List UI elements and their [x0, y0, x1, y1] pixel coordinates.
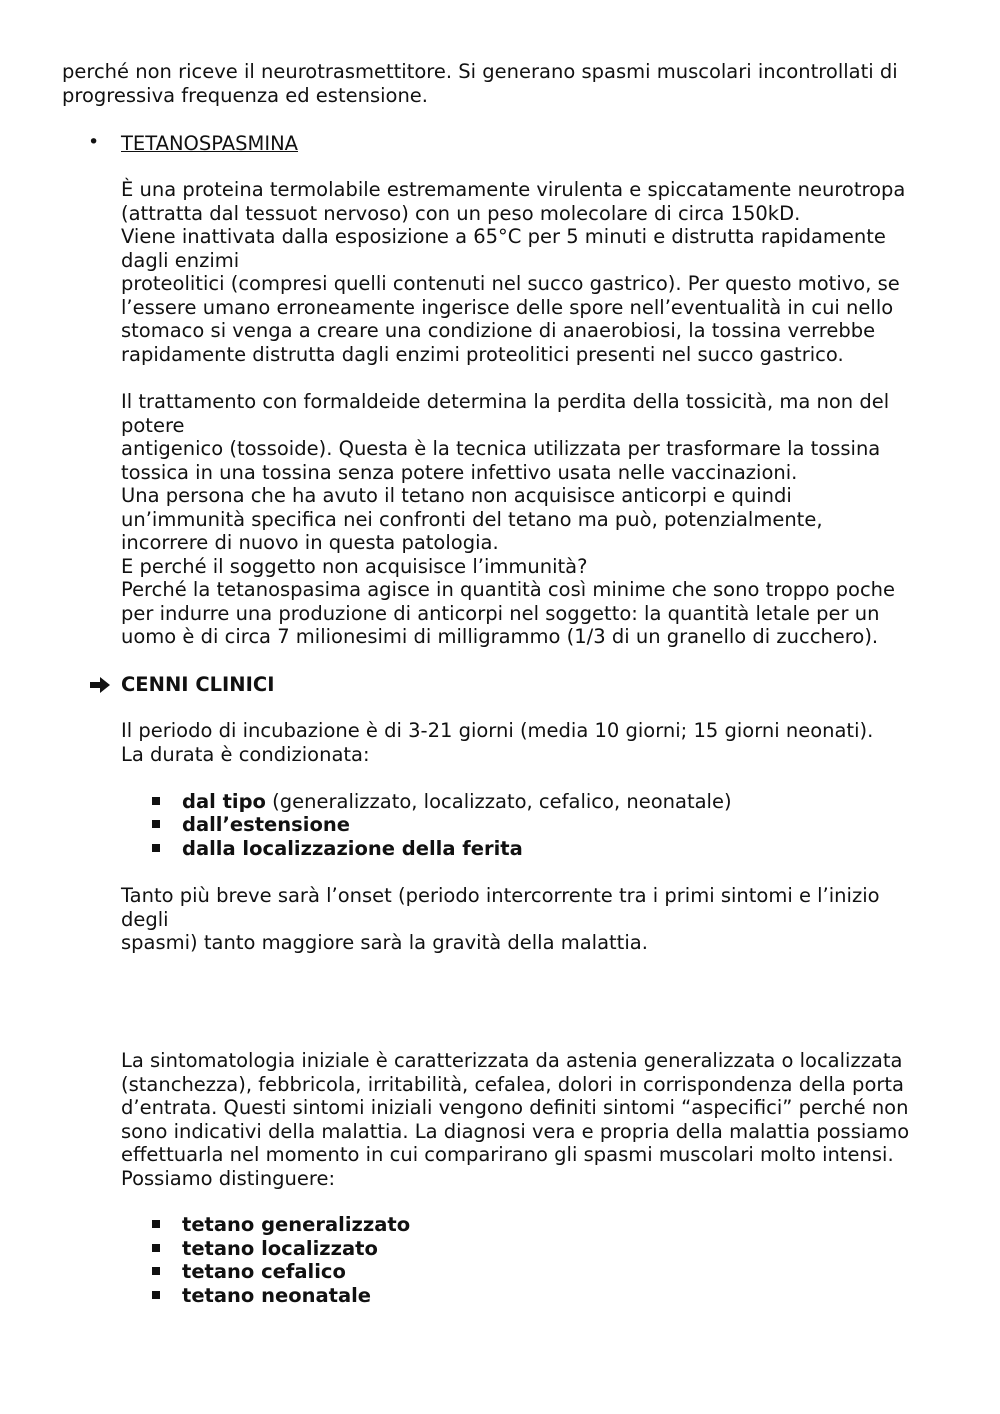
- round-bullet-icon: •: [88, 131, 100, 153]
- section-heading-cenni-clinici: CENNI CLINICI: [121, 673, 275, 696]
- text-line: sono indicativi della malattia. La diagnosi vera e propria della malattia possiamo: [121, 1119, 910, 1143]
- text-line: (stanchezza), febbricola, irritabilità, cefalea, dolori in corrispondenza della porta: [121, 1072, 904, 1096]
- text-line: dagli enzimi: [121, 248, 240, 272]
- list-item: tetano localizzato: [182, 1237, 378, 1260]
- section-heading-tetanospasmina: TETANOSPASMINA: [121, 132, 299, 155]
- intro-paragraph: [62, 60, 898, 107]
- text-line: antigenico (tossoide). Questa è la tecnica utilizzata per trasformare la tossina: [121, 437, 881, 460]
- text-line: degli: [121, 907, 169, 931]
- text-line: La durata è condizionata:: [121, 742, 370, 766]
- text-line: spasmi) tanto maggiore sarà la gravità della malattia.: [121, 931, 648, 954]
- right-arrow-icon: [88, 675, 112, 695]
- text-line: rapidamente distrutta dagli enzimi proteolitici presenti nel succo gastrico.: [121, 342, 844, 366]
- cenni-paragraph-2: [121, 884, 880, 955]
- list-item: [182, 813, 350, 837]
- list-item: [182, 790, 732, 814]
- text-line: effettuarla nel momento in cui comparirano gli spasmi muscolari molto intensi.: [121, 1143, 894, 1166]
- list-item-bold: dal tipo: [182, 790, 266, 813]
- text-line: proteolitici (compresi quelli contenuti nel succo gastrico). Per questo motivo, se: [121, 272, 900, 295]
- cenni-paragraph-1: [121, 719, 873, 766]
- text-line: progressiva frequenza ed estensione.: [62, 83, 429, 107]
- list-item-text: (generalizzato, localizzato, cefalico, neonatale): [265, 790, 732, 813]
- text-line: per indurre una produzione di anticorpi nel soggetto: la quantità letale per un: [121, 601, 880, 625]
- text-line: l’essere umano erroneamente ingerisce delle spore nell’eventualità in cui nello: [121, 295, 894, 319]
- text-line: Il trattamento con formaldeide determina la perdita della tossicità, ma non del: [121, 390, 890, 413]
- list-item: tetano generalizzato: [182, 1213, 411, 1236]
- text-line: Una persona che ha avuto il tetano non acquisisce anticorpi e quindi: [121, 484, 792, 507]
- list-item: tetano cefalico: [182, 1260, 346, 1283]
- text-line: incorrere di nuovo in questa patologia.: [121, 531, 499, 554]
- square-bullet-icon: [152, 1291, 160, 1299]
- text-line: Il periodo di incubazione è di 3-21 giorni (media 10 giorni; 15 giorni neonati).: [121, 719, 874, 742]
- square-bullet-icon: [152, 844, 160, 852]
- square-bullet-icon: [152, 1244, 160, 1252]
- text-line: potere: [121, 413, 185, 437]
- text-line: Perché la tetanospasima agisce in quantità così minime che sono troppo poche: [121, 578, 896, 601]
- text-line: un’immunità specifica nei confronti del tetano ma può, potenzialmente,: [121, 507, 823, 531]
- square-bullet-icon: [152, 820, 160, 828]
- text-line: Possiamo distinguere:: [121, 1166, 336, 1190]
- list-item-bold: dall’estensione: [182, 813, 350, 836]
- square-bullet-icon: [152, 797, 160, 805]
- text-line: d’entrata. Questi sintomi iniziali vengono definiti sintomi “aspecifici” perché non: [121, 1096, 909, 1119]
- cenni-paragraph-3: [121, 1049, 909, 1190]
- text-line: tossica in una tossina senza potere infettivo usata nelle vaccinazioni.: [121, 460, 798, 484]
- list-item: tetano neonatale: [182, 1284, 372, 1307]
- square-bullet-icon: [152, 1220, 160, 1228]
- tetanospasmina-paragraph-2: [121, 390, 895, 649]
- text-line: Tanto più breve sarà l’onset (periodo intercorrente tra i primi sintomi e l’inizio: [121, 884, 880, 907]
- text-line: La sintomatologia iniziale è caratterizzata da astenia generalizzata o localizzata: [121, 1049, 903, 1072]
- square-bullet-icon: [152, 1267, 160, 1275]
- text-line: (attratta dal tessuot nervoso) con un peso molecolare di circa 150kD.: [121, 201, 801, 225]
- list-item-bold: dalla localizzazione della ferita: [182, 837, 523, 860]
- text-line: E perché il soggetto non acquisisce l’immunità?: [121, 554, 588, 578]
- list-item: [182, 837, 523, 861]
- text-line: stomaco si venga a creare una condizione di anaerobiosi, la tossina verrebbe: [121, 319, 876, 342]
- text-line: È una proteina termolabile estremamente virulenta e spiccatamente neurotropa: [121, 178, 906, 201]
- tetanospasmina-paragraph-1: [121, 178, 905, 366]
- text-line: uomo è di circa 7 milionesimi di milligrammo (1/3 di un granello di zucchero).: [121, 625, 879, 648]
- text-line: Viene inattivata dalla esposizione a 65°C per 5 minuti e distrutta rapidamente: [121, 225, 886, 248]
- text-line: perché non riceve il neurotrasmettitore. Si generano spasmi muscolari incontrollati di: [62, 60, 898, 83]
